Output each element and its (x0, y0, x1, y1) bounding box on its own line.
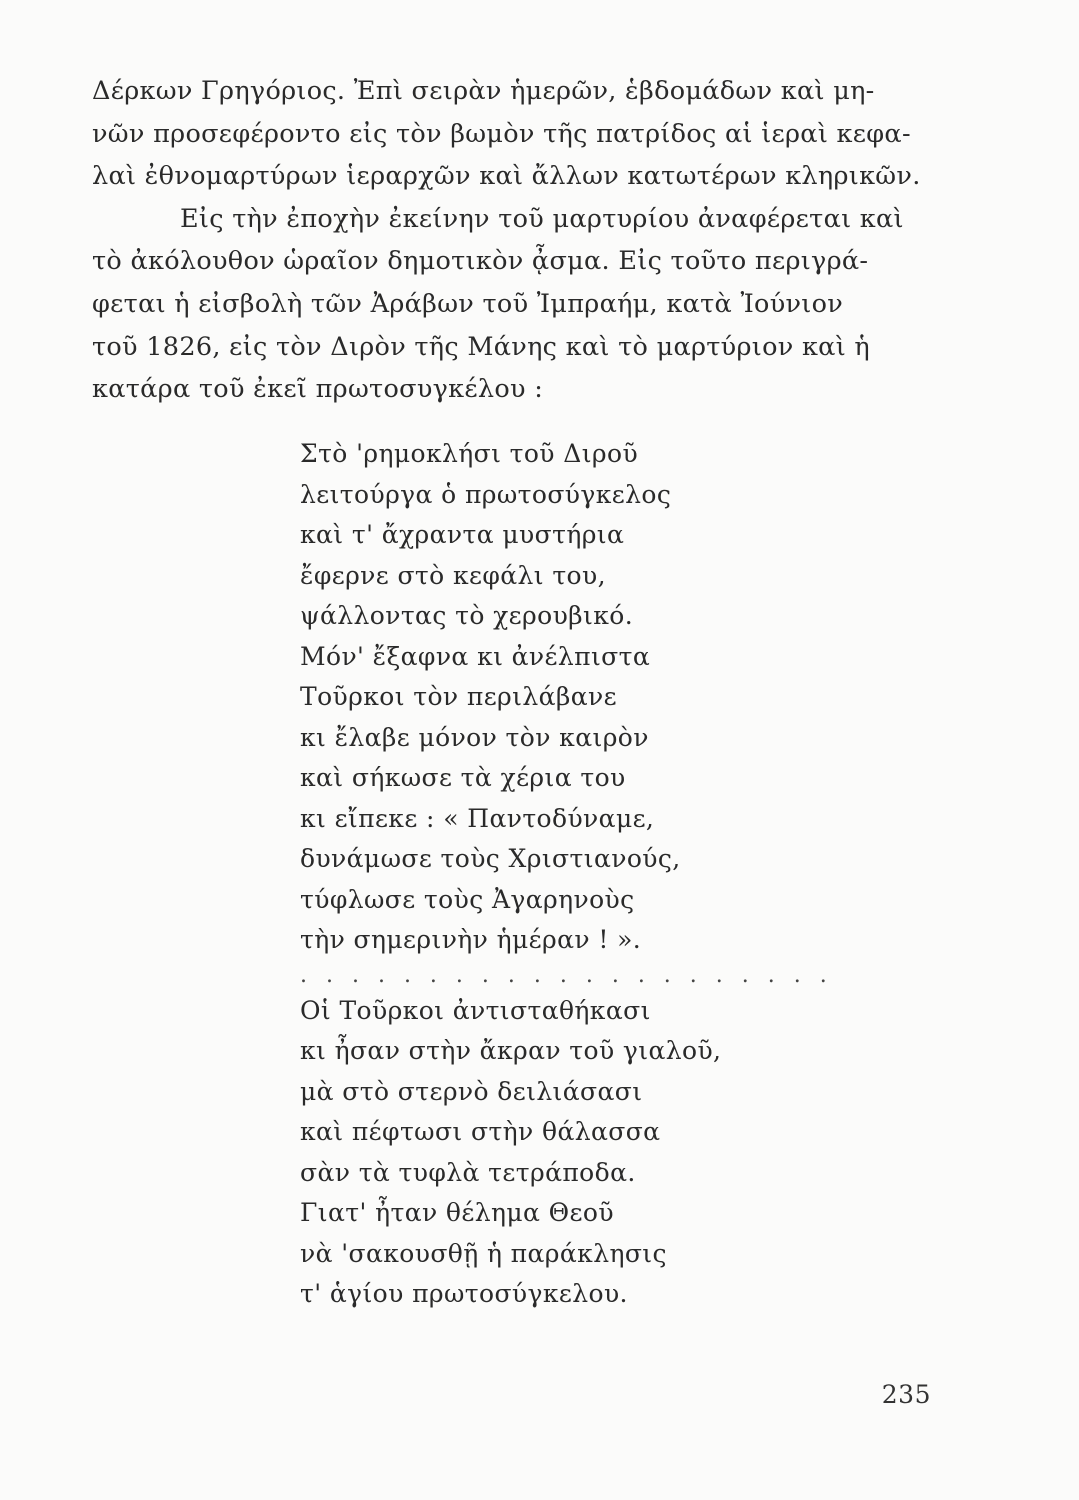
prose-line: λαὶ ἐθνομαρτύρων ἱεραρχῶν καὶ ἄλλων κατωτέρων κληρικῶν. (92, 161, 921, 192)
poem-verse: τὴν σημερινὴν ἡμέραν ! ». (300, 925, 642, 954)
poem-verse: καὶ πέφτωσι στὴν θάλασσα (300, 1117, 661, 1146)
poem-stanza (300, 434, 860, 961)
prose-line: νῶν προσεφέροντο εἰς τὸν βωμὸν τῆς πατρίδος αἱ ἱεραὶ κεφα- (92, 118, 911, 149)
poem-verse: κι εἴπεκε : « Παντοδύναμε, (300, 803, 655, 833)
poem-verse: κι ἔλαβε μόνον τὸν καιρὸν (300, 722, 649, 752)
stanza-break-ellipsis: . . . . . . . . . . . . . . . . . . . . . (300, 962, 833, 988)
poem-verse: μὰ στὸ στερνὸ δειλιάσασι (300, 1076, 643, 1106)
poem-stanza (300, 991, 860, 1315)
poem-verse: κι ἦσαν στὴν ἄκραν τοῦ γιαλοῦ, (300, 1036, 722, 1065)
page-number: 235 (881, 1380, 931, 1409)
folk-song-poem (300, 434, 860, 1315)
poem-verse: τ' ἁγίου πρωτοσύγκελου. (300, 1279, 628, 1308)
poem-verse: Στὸ 'ρημοκλήσι τοῦ Διροῦ (300, 439, 639, 468)
prose-line: Εἰς τὴν ἐποχὴν ἐκείνην τοῦ μαρτυρίου ἀναφέρεται καὶ (180, 203, 904, 234)
prose-line: τοῦ 1826, εἰς τὸν Διρὸν τῆς Μάνης καὶ τὸ μαρτύριον καὶ ἡ (92, 331, 870, 362)
prose-line: Δέρκων Γρηγόριος. Ἐπὶ σειρὰν ἡμερῶν, ἑβδομάδων καὶ μη- (92, 76, 875, 106)
poem-verse: καὶ τ' ἄχραντα μυστήρια (300, 520, 625, 549)
prose-line: τὸ ἀκόλουθον ὡραῖον δημοτικὸν ᾆσμα. Εἰς τοῦτο περιγρά- (92, 246, 869, 277)
poem-verse: νὰ 'σακουσθῇ ἡ παράκλησις (300, 1238, 667, 1268)
poem-verse: ἔφερνε στὸ κεφάλι του, (300, 560, 606, 590)
poem-verse: Μόν' ἔξαφνα κι ἀνέλπιστα (300, 641, 651, 671)
poem-verse: Γιατ' ἦταν θέλημα Θεοῦ (300, 1198, 614, 1227)
prose-text (92, 70, 972, 411)
poem-verse: σὰν τὰ τυφλὰ τετράποδα. (300, 1157, 636, 1187)
poem-verse: Οἱ Τοῦρκοι ἀντισταθήκασι (300, 995, 651, 1025)
poem-verse: δυνάμωσε τοὺς Χριστιανούς, (300, 844, 681, 873)
poem-verse: Τοῦρκοι τὸν περιλάβανε (300, 682, 617, 711)
poem-verse: λειτούργα ὁ πρωτοσύγκελος (300, 479, 672, 509)
poem-verse: τύφλωσε τοὺς Ἀγαρηνοὺς (300, 884, 635, 914)
poem-verse: καὶ σήκωσε τὰ χέρια του (300, 763, 626, 792)
prose-line: φεται ἡ εἰσβολὴ τῶν Ἀράβων τοῦ Ἰμπραήμ, κατὰ Ἰούνιον (92, 288, 844, 319)
poem-verse: ψάλλοντας τὸ χερουβικό. (300, 601, 634, 630)
prose-line: κατάρα τοῦ ἐκεῖ πρωτοσυγκέλου : (92, 374, 544, 405)
